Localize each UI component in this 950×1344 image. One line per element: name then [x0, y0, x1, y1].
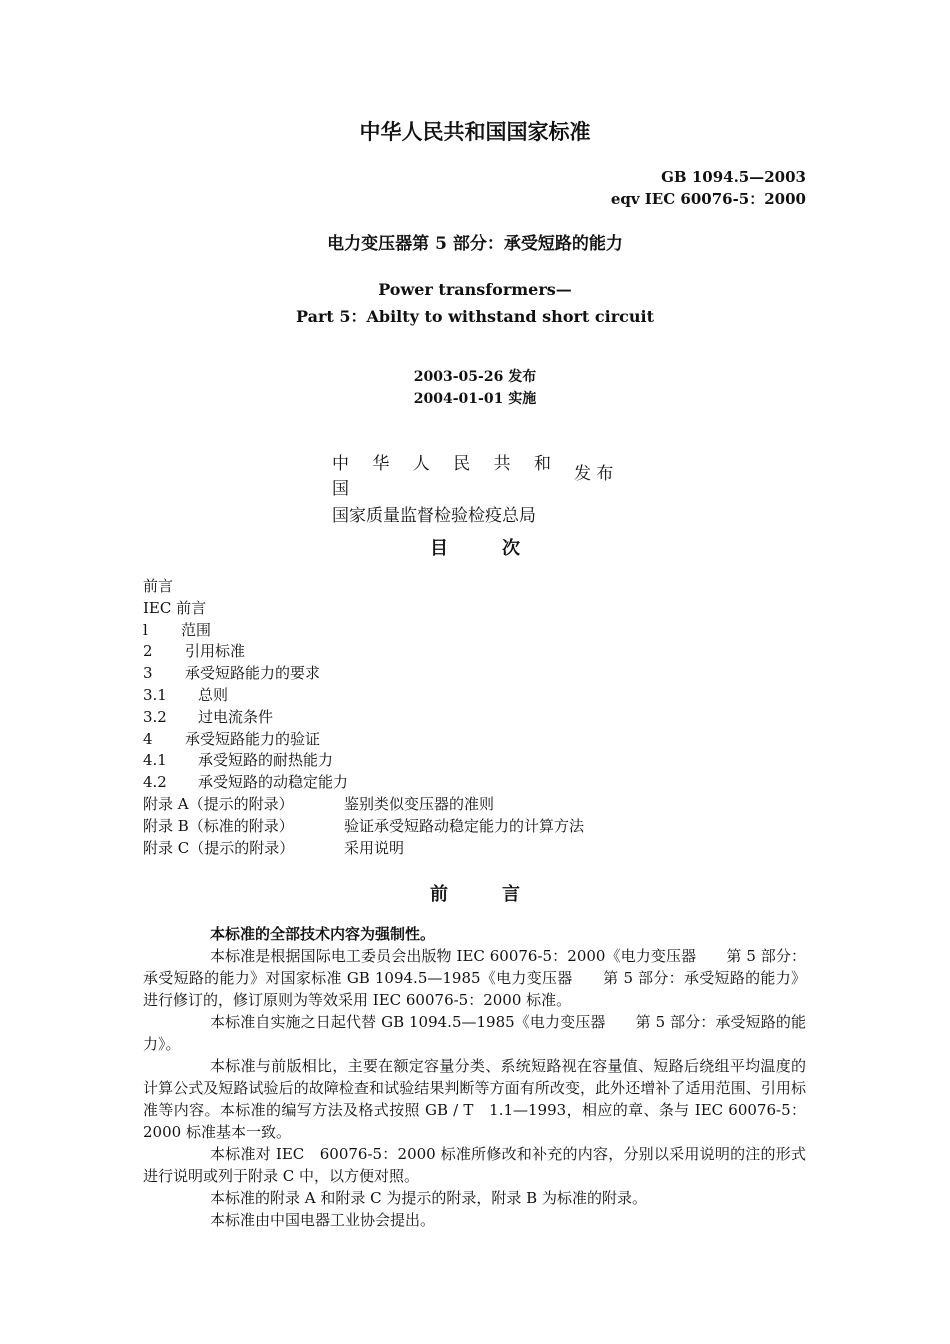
toc-item-label: 总则: [198, 685, 229, 704]
foreword-paragraph: 本标准对 IEC 60076-5：2000 标准所修改和补充的内容，分别以采用说明的注的形式进行说明或列于附录 C 中，以方便对照。: [143, 1145, 806, 1185]
toc-item-label: 承受短路的耐热能力: [198, 751, 334, 770]
publisher-action: 发 布: [574, 464, 614, 484]
publisher-line1: 中 华 人 民 共 和 国: [332, 454, 561, 499]
english-title-line2: Part 5：Abilty to withstand short circuit: [296, 307, 654, 326]
standard-codes: [611, 166, 806, 210]
toc-item-label: 引用标准: [185, 642, 246, 661]
foreword-paragraph: 本标准是根据国际电工委员会出版物 IEC 60076-5：2000《电力变压器 第 5 部分：承受短路的能力》对国家标准 GB 1094.5—1985《电力变压器 第 5 部分：承受短路的能力》进行修订的，修订原则为等效采用 IEC 60076-5：2000 标准。: [143, 947, 806, 1009]
toc-item: [143, 620, 584, 642]
foreword-paragraph: 本标准自实施之日起代替 GB 1094.5—1985《电力变压器 第 5 部分：承受短路的能力》。: [143, 1013, 806, 1053]
foreword-paragraph: 本标准由中国电器工业协会提出。: [210, 1211, 436, 1229]
toc-item-number: 2: [143, 642, 153, 661]
toc-item: [143, 707, 584, 729]
table-of-contents: [143, 576, 584, 859]
toc-item-number: 3: [143, 664, 153, 683]
toc-appendix-label: 附录 C（提示的附录）: [143, 838, 295, 857]
toc-item-number: l: [143, 620, 148, 639]
equivalent-standard: eqv IEC 60076-5：2000: [610, 190, 806, 208]
foreword-title: 前 言: [430, 884, 520, 905]
toc-item: [143, 685, 584, 707]
toc-appendix: [143, 816, 584, 838]
toc-appendix: [143, 794, 584, 816]
toc-appendix-title: 采用说明: [344, 838, 405, 857]
toc-item: [143, 729, 584, 751]
toc-item-number: 4.1: [143, 751, 167, 770]
toc-item-label: IEC 前言: [143, 598, 207, 617]
toc-item: [143, 641, 584, 663]
foreword-body: [143, 923, 806, 1231]
toc-appendix-label: 附录 A（提示的附录）: [143, 794, 294, 813]
english-title-line1: Power transformers—: [378, 280, 572, 299]
foreword-paragraph: 本标准与前版相比，主要在额定容量分类、系统短路视在容量值、短路后绕组平均温度的计算公式及短路试验后的故障检查和试验结果判断等方面有所改变，此外还增补了适用范围、引用标准等内容。本标准的编写方法及格式按照 GB / T 1.1—1993，相应的章、条与 IEC 60076-5：2000 标准基本一致。: [143, 1057, 806, 1141]
mandatory-statement: 本标准的全部技术内容为强制性。: [210, 925, 436, 943]
toc-title: 目 次: [430, 538, 520, 559]
toc-item-label: 过电流条件: [198, 707, 274, 726]
toc-item-number: 3.1: [143, 685, 167, 704]
toc-appendix-title: 验证承受短路动稳定能力的计算方法: [344, 816, 585, 835]
toc-item: [143, 598, 584, 620]
toc-item: [143, 750, 584, 772]
toc-item-label: 承受短路能力的要求: [185, 664, 321, 683]
toc-appendix-label: 附录 B（标准的附录）: [143, 816, 294, 835]
implementation-date: 2004-01-01 实施: [413, 391, 537, 407]
toc-item-number: 3.2: [143, 707, 167, 726]
publisher-line2: 国家质量监督检验检疫总局: [332, 506, 536, 526]
toc-item-number: 4: [143, 729, 153, 748]
document-header-title: 中华人民共和国国家标准: [359, 119, 591, 144]
standard-code: GB 1094.5—2003: [661, 168, 806, 186]
toc-item-number: 4.2: [143, 773, 167, 792]
toc-item-label: 范围: [181, 620, 212, 639]
toc-item-label: 承受短路的动稳定能力: [198, 773, 349, 792]
toc-item: [143, 576, 584, 598]
foreword-paragraph: 本标准的附录 A 和附录 C 为提示的附录，附录 B 为标准的附录。: [210, 1189, 647, 1207]
toc-appendix: [143, 838, 584, 860]
issue-date: 2003-05-26 发布: [413, 369, 537, 385]
toc-item: [143, 663, 584, 685]
toc-appendix-title: 鉴别类似变压器的准则: [344, 794, 495, 813]
toc-item: [143, 772, 584, 794]
toc-item-label: 前言: [143, 577, 174, 595]
chinese-title: 电力变压器第 5 部分：承受短路的能力: [327, 234, 623, 254]
publisher-block: [332, 449, 572, 526]
toc-item-label: 承受短路能力的验证: [185, 729, 321, 748]
